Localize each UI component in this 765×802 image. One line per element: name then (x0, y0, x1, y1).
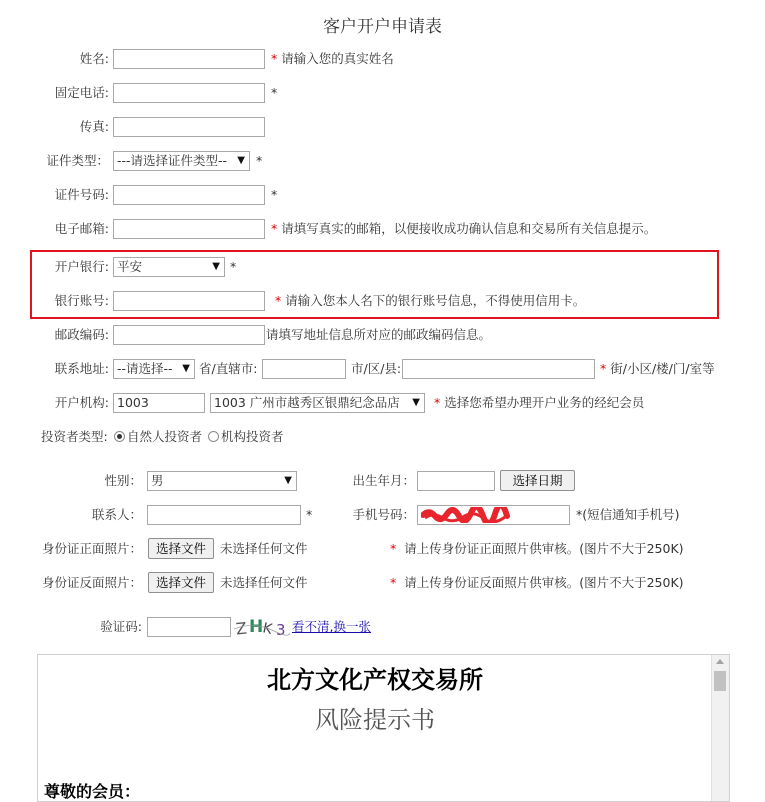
id-back-file-button[interactable]: 选择文件 (148, 572, 214, 593)
id-type-required-mark: * (256, 153, 263, 168)
gender-select[interactable]: 男 ▼ (147, 471, 297, 491)
postcode-input[interactable] (113, 325, 265, 345)
id-front-file-status: 未选择任何文件 (220, 541, 308, 556)
risk-greeting: 尊敬的会员： (44, 782, 141, 801)
contact-required-mark: * (306, 507, 313, 522)
risk-org-title: 北方文化产权交易所 (267, 665, 483, 694)
name-hint: * 请输入您的真实姓名 (271, 51, 394, 66)
id-back-label: 身份证反面照片： (41, 575, 142, 590)
address-label: 联系地址: (54, 361, 109, 376)
contact-input[interactable] (147, 505, 301, 525)
chevron-down-icon: ▼ (237, 155, 245, 166)
captcha-image[interactable] (234, 615, 290, 639)
org-select[interactable]: 1003 广州市越秀区银鼎纪念品店 ▼ (210, 393, 425, 413)
birth-label: 出生年月： (352, 473, 415, 488)
email-hint: * 请填写真实的邮箱，以便接收成功确认信息和交易所有关信息提示。 (271, 221, 657, 236)
mobile-hint: *(短信通知手机号) (576, 507, 680, 522)
id-number-required-mark: * (271, 187, 278, 202)
svg-text:Z: Z (234, 618, 248, 639)
postcode-hint: 请填写地址信息所对应的邮政编码信息。 (266, 327, 492, 342)
phone-input[interactable] (113, 83, 265, 103)
investor-institution-label: 机构投资者 (221, 429, 284, 444)
investor-individual-label: 自然人投资者 (127, 429, 203, 444)
captcha-input[interactable] (147, 617, 231, 637)
id-number-input[interactable] (113, 185, 265, 205)
risk-scrollbar[interactable] (711, 655, 729, 801)
redacted-scribble (421, 507, 511, 523)
email-label: 电子邮箱: (54, 221, 109, 236)
bank-label: 开户银行: (54, 259, 109, 274)
id-back-hint: * 请上传身份证反面照片供审核。(图片不大于250K) (390, 575, 684, 590)
org-code-input[interactable]: 1003 (113, 393, 205, 413)
captcha-label: 验证码: (100, 619, 142, 634)
svg-text:K: K (261, 620, 274, 638)
scroll-thumb[interactable] (714, 671, 726, 691)
risk-doc-title: 风险提示书 (315, 706, 435, 734)
phone-required-mark: * (271, 85, 278, 100)
choose-date-button[interactable]: 选择日期 (500, 470, 575, 491)
chevron-down-icon: ▼ (412, 397, 420, 408)
mobile-label: 手机号码： (352, 507, 415, 522)
investor-institution-radio[interactable] (208, 431, 219, 442)
bank-account-input[interactable] (113, 291, 265, 311)
bank-account-hint: * 请输入您本人名下的银行账号信息，不得使用信用卡。 (275, 293, 586, 308)
province-label: 省/直辖市: (199, 361, 258, 376)
page-title: 客户开户申请表 (323, 17, 442, 37)
bank-account-label: 银行账号: (54, 293, 109, 308)
chevron-down-icon: ▼ (182, 363, 190, 374)
mobile-input[interactable] (417, 505, 570, 525)
id-front-file-button[interactable]: 选择文件 (148, 538, 214, 559)
fax-label: 传真: (79, 119, 109, 134)
phone-label: 固定电话: (54, 85, 109, 100)
svg-text:H: H (249, 617, 264, 637)
street-input[interactable] (402, 359, 595, 379)
svg-text:3: 3 (276, 621, 286, 639)
captcha-refresh-link[interactable]: 看不清,换一张 (292, 619, 371, 634)
email-input[interactable] (113, 219, 265, 239)
risk-notice-panel[interactable] (37, 654, 730, 802)
scroll-up-icon[interactable] (716, 659, 724, 664)
id-number-label: 证件号码: (54, 187, 109, 202)
bank-select[interactable]: 平安 ▼ (113, 257, 225, 277)
name-label: 姓名: (79, 51, 109, 66)
birth-input[interactable] (417, 471, 495, 491)
province-input[interactable] (262, 359, 346, 379)
name-input[interactable] (113, 49, 265, 69)
captcha-svg (234, 615, 290, 639)
chevron-down-icon: ▼ (212, 261, 220, 272)
contact-label: 联系人： (91, 507, 142, 522)
chevron-down-icon: ▼ (284, 475, 292, 486)
org-label: 开户机构: (54, 395, 109, 410)
id-front-label: 身份证正面照片： (41, 541, 142, 556)
postcode-label: 邮政编码: (54, 327, 109, 342)
fax-input[interactable] (113, 117, 265, 137)
id-type-select[interactable]: ---请选择证件类型-- ▼ (113, 151, 250, 171)
investor-type-label: 投资者类型: (41, 429, 108, 444)
investor-individual-radio[interactable] (114, 431, 125, 442)
address-hint: * 街/小区/楼/门/室等 (600, 361, 715, 376)
id-type-label: 证件类型： (46, 153, 109, 168)
org-hint: * 选择您希望办理开户业务的经纪会员 (434, 395, 645, 410)
city-label: 市/区/县: (351, 361, 402, 376)
address-region-select[interactable]: --请选择-- ▼ (113, 359, 195, 379)
bank-required-mark: * (230, 259, 237, 274)
gender-label: 性别： (104, 473, 142, 488)
id-front-hint: * 请上传身份证正面照片供审核。(图片不大于250K) (390, 541, 684, 556)
id-back-file-status: 未选择任何文件 (220, 575, 308, 590)
